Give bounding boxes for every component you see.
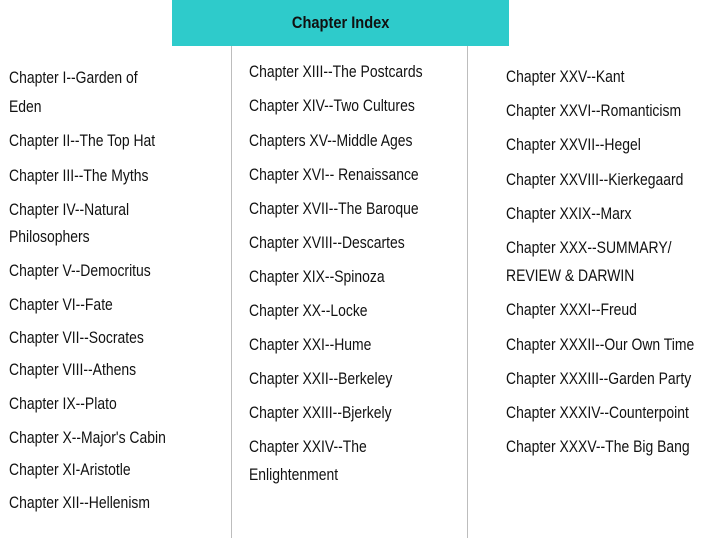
chapter-item: Chapter XXXIV--Counterpoint [506, 403, 689, 422]
chapter-item: Chapter XVIII--Descartes [249, 233, 405, 252]
chapter-item: Chapter I--Garden of [9, 68, 138, 87]
chapter-item: Chapter II--The Top Hat [9, 131, 156, 150]
chapter-item: Chapter XXIX--Marx [506, 204, 632, 223]
chapter-item: Philosophers [9, 227, 90, 246]
chapter-item: Chapter XXIII--Bjerkely [249, 403, 392, 422]
chapter-item: Chapter X--Major's Cabin [9, 428, 166, 447]
chapter-item: Chapters XV--Middle Ages [249, 131, 413, 150]
chapter-item: Enlightenment [249, 465, 339, 484]
chapter-item: Chapter XIX--Spinoza [249, 267, 385, 286]
page-title: Chapter Index [291, 13, 390, 32]
chapter-item: Chapter IV--Natural [9, 200, 130, 219]
chapter-item: Chapter XXXV--The Big Bang [506, 437, 690, 456]
chapter-item: Chapter XIII--The Postcards [249, 62, 423, 81]
chapter-item: Chapter XXXIII--Garden Party [506, 369, 692, 388]
chapter-item: Chapter XXX--SUMMARY/ [506, 238, 672, 257]
chapter-item: Eden [9, 97, 42, 116]
chapter-item: Chapter XVII--The Baroque [249, 199, 419, 218]
chapter-item: Chapter XXXI--Freud [506, 300, 637, 319]
chapter-item: Chapter XII--Hellenism [9, 493, 151, 512]
column-divider-right [467, 46, 468, 538]
chapter-index-header [172, 0, 509, 46]
chapter-item: Chapter XXV--Kant [506, 67, 625, 86]
column-divider-left [231, 46, 232, 538]
chapter-item: Chapter IX--Plato [9, 394, 117, 413]
chapter-item: Chapter XXVIII--Kierkegaard [506, 170, 684, 189]
chapter-item: Chapter XXIV--The [249, 437, 367, 456]
chapter-item: Chapter XVI-- Renaissance [249, 165, 419, 184]
chapter-item: Chapter XIV--Two Cultures [249, 96, 415, 115]
chapter-item: Chapter V--Democritus [9, 261, 151, 280]
chapter-item: Chapter XXVII--Hegel [506, 135, 641, 154]
chapter-item: Chapter XXXII--Our Own Time [506, 335, 695, 354]
chapter-item: REVIEW & DARWIN [506, 266, 635, 285]
chapter-item: Chapter VIII--Athens [9, 360, 137, 379]
chapter-item: Chapter XXI--Hume [249, 335, 372, 354]
chapter-item: Chapter VI--Fate [9, 295, 113, 314]
chapter-item: Chapter XX--Locke [249, 301, 368, 320]
chapter-item: Chapter XXII--Berkeley [249, 369, 393, 388]
chapter-item: Chapter VII--Socrates [9, 328, 144, 347]
chapter-item: Chapter XXVI--Romanticism [506, 101, 682, 120]
chapter-item: Chapter XI-Aristotle [9, 460, 131, 479]
chapter-item: Chapter III--The Myths [9, 166, 149, 185]
